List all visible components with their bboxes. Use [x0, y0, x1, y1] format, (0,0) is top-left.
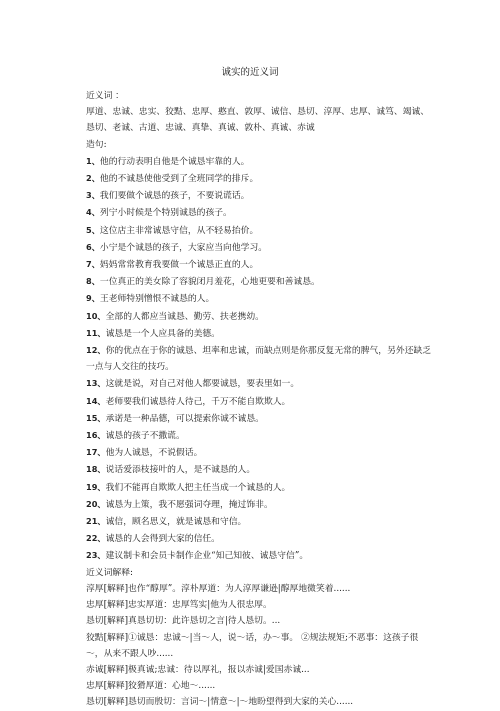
sentence-number: 2、	[86, 173, 100, 184]
sentence-number: 15、	[86, 412, 106, 423]
sentence-number: 13、	[86, 378, 106, 389]
sentence-number: 17、	[86, 447, 106, 458]
sentence-text: 诚恳为上策，我不愿强词夺理，掩过饰非。	[105, 499, 273, 510]
sentence-item	[72, 239, 432, 256]
document-body	[72, 88, 432, 711]
sentence-item	[72, 530, 432, 547]
sentence-item	[72, 547, 432, 564]
sentence-text: 建议制卡和会员卡制作企业“知己知彼、诚恳守信”。	[105, 551, 309, 562]
sentence-number: 5、	[86, 224, 100, 235]
sentence-number: 23、	[86, 550, 106, 561]
explanation-item: 淳厚[解释]也作“醇厚”。淳朴厚道：为人淳厚谦逊|醇厚地微笑着......	[86, 583, 351, 594]
sentence-item	[72, 290, 432, 307]
sentence-item	[72, 273, 432, 290]
sentence-text: 老师要我们诚恳待人待己，千万不能自欺欺人。	[105, 396, 291, 407]
example-sentences-list	[72, 153, 432, 565]
sentence-number: 9、	[86, 293, 100, 304]
sentence-text: 妈妈常常教育我要做一个诚恳正直的人。	[99, 260, 259, 271]
explanation-item: 狡黠[解释]①诚恳：忠诚～|当～人，说～话，办～事。 ②规法规矩;不恶事：这孩子很～，从来不跟人吵......	[86, 632, 419, 659]
sentence-number: 11、	[86, 327, 106, 338]
sentence-text: 王老师特别憎恨不诚恳的人。	[99, 294, 215, 305]
explanation-item: 忠厚[解释]狡猾厚道：心地～......	[86, 681, 216, 692]
sentence-number: 12、	[86, 345, 106, 356]
sentence-text: 列宁小时候是个特别诚恳的孩子。	[99, 208, 232, 219]
sentence-text: 小宁是个诚恳的孩子，大家应当向他学习。	[99, 242, 268, 253]
sentence-text: 这就是说，对自己对他人都要诚恳，要表里如一。	[105, 379, 300, 390]
sentence-text: 说话爱添枝接叶的人，是不诚恳的人。	[105, 465, 256, 476]
sentence-text: 我们要做个诚恳的孩子，不要说谎话。	[99, 191, 250, 202]
sentence-text: 诚信，顾名思义，就是诚恳和守信。	[105, 517, 247, 528]
sentence-number: 18、	[86, 464, 106, 475]
sentence-item	[72, 187, 432, 204]
sentence-text: 他为人诚恳，不说假话。	[105, 448, 203, 459]
sentence-number: 10、	[86, 310, 106, 321]
sentence-item	[72, 170, 432, 187]
sentence-text: 我们不能再自欺欺人把主任当成一个诚恳的人。	[105, 482, 291, 493]
sentence-item	[72, 222, 432, 239]
sentence-item	[72, 461, 432, 478]
sentence-number: 7、	[86, 259, 100, 270]
explanations-list	[72, 581, 432, 711]
sentence-text: 承诺是一种品德，可以提索你诚不诚恳。	[105, 413, 264, 424]
sentence-text: 一位真正的美女除了容貌闭月羞花，心地更要和善诚恳。	[99, 277, 320, 288]
explanations-label: 近义词解释:	[86, 567, 133, 578]
sentence-number: 16、	[86, 430, 106, 441]
sentence-item	[72, 342, 432, 375]
sentence-item	[72, 513, 432, 530]
sentence-number: 20、	[86, 498, 106, 509]
sentence-text: 全部的人都应当诚恳、勤劳、扶老携幼。	[105, 311, 264, 322]
sentence-item	[72, 496, 432, 513]
sentence-item	[72, 256, 432, 273]
explanation-item: 赤诚[解释]极真诚;忠诚：待以厚礼，报以赤诚|爱国赤诚...	[86, 664, 310, 675]
sentence-item	[72, 427, 432, 444]
sentence-item	[72, 410, 432, 427]
sentence-text: 诚恳的孩子不撒谎。	[105, 431, 185, 442]
sentence-text: 他的行动表明自他是个诚恳牢靠的人。	[99, 156, 250, 167]
example-sentences-label: 造句:	[86, 139, 107, 150]
sentence-text: 他的不诚恳使他受到了全班同学的排斥。	[99, 174, 259, 185]
sentence-number: 22、	[86, 533, 106, 544]
sentence-number: 14、	[86, 395, 106, 406]
sentence-number: 8、	[86, 276, 100, 287]
sentence-item	[72, 444, 432, 461]
sentence-item	[72, 479, 432, 496]
sentence-item	[72, 308, 432, 325]
sentence-number: 3、	[86, 190, 100, 201]
explanation-item: 恳切[解释]真恳切切：此许恳切之言|待人恳切。...	[86, 616, 281, 627]
sentence-number: 1、	[86, 155, 100, 166]
sentence-text: 诚恳是一个人应具备的美德。	[105, 328, 220, 339]
sentence-item	[72, 375, 432, 392]
sentence-text: 这位店主非常诚恳守信，从不轻易抬价。	[99, 225, 259, 236]
sentence-number: 19、	[86, 481, 106, 492]
sentence-text: 你的优点在于你的诚恳、坦率和忠诚，而缺点则是你那反复无常的脾气，另外还缺乏一点与人交往的技巧。	[86, 346, 432, 373]
sentence-number: 6、	[86, 241, 100, 252]
explanation-item: 恳切[解释]恳切而殷切：言词～|情意～|～地盼望得到大家的关心......	[86, 697, 354, 708]
near-words-list: 厚道、忠诚、忠实、狡黠、忠厚、憨直、敦厚、诚信、恳切、淳厚、忠厚、诚笃、竭诚、恳切、老诚、古道、忠诚、真挚、真诚、敦朴、真诚、赤诚	[86, 107, 430, 134]
sentence-number: 21、	[86, 516, 106, 527]
sentence-text: 诚恳的人会得到大家的信任。	[105, 534, 220, 545]
sentence-item	[72, 153, 432, 170]
near-words-label: 近义词 ：	[86, 91, 124, 101]
explanation-item: 忠厚[解释]忠实厚道：忠厚笃实|他为人很忠厚。	[86, 600, 272, 611]
sentence-number: 4、	[86, 207, 100, 218]
sentence-item	[72, 204, 432, 221]
sentence-item	[72, 325, 432, 342]
sentence-item	[72, 393, 432, 410]
document-title: 诚实的近义词	[221, 67, 279, 78]
